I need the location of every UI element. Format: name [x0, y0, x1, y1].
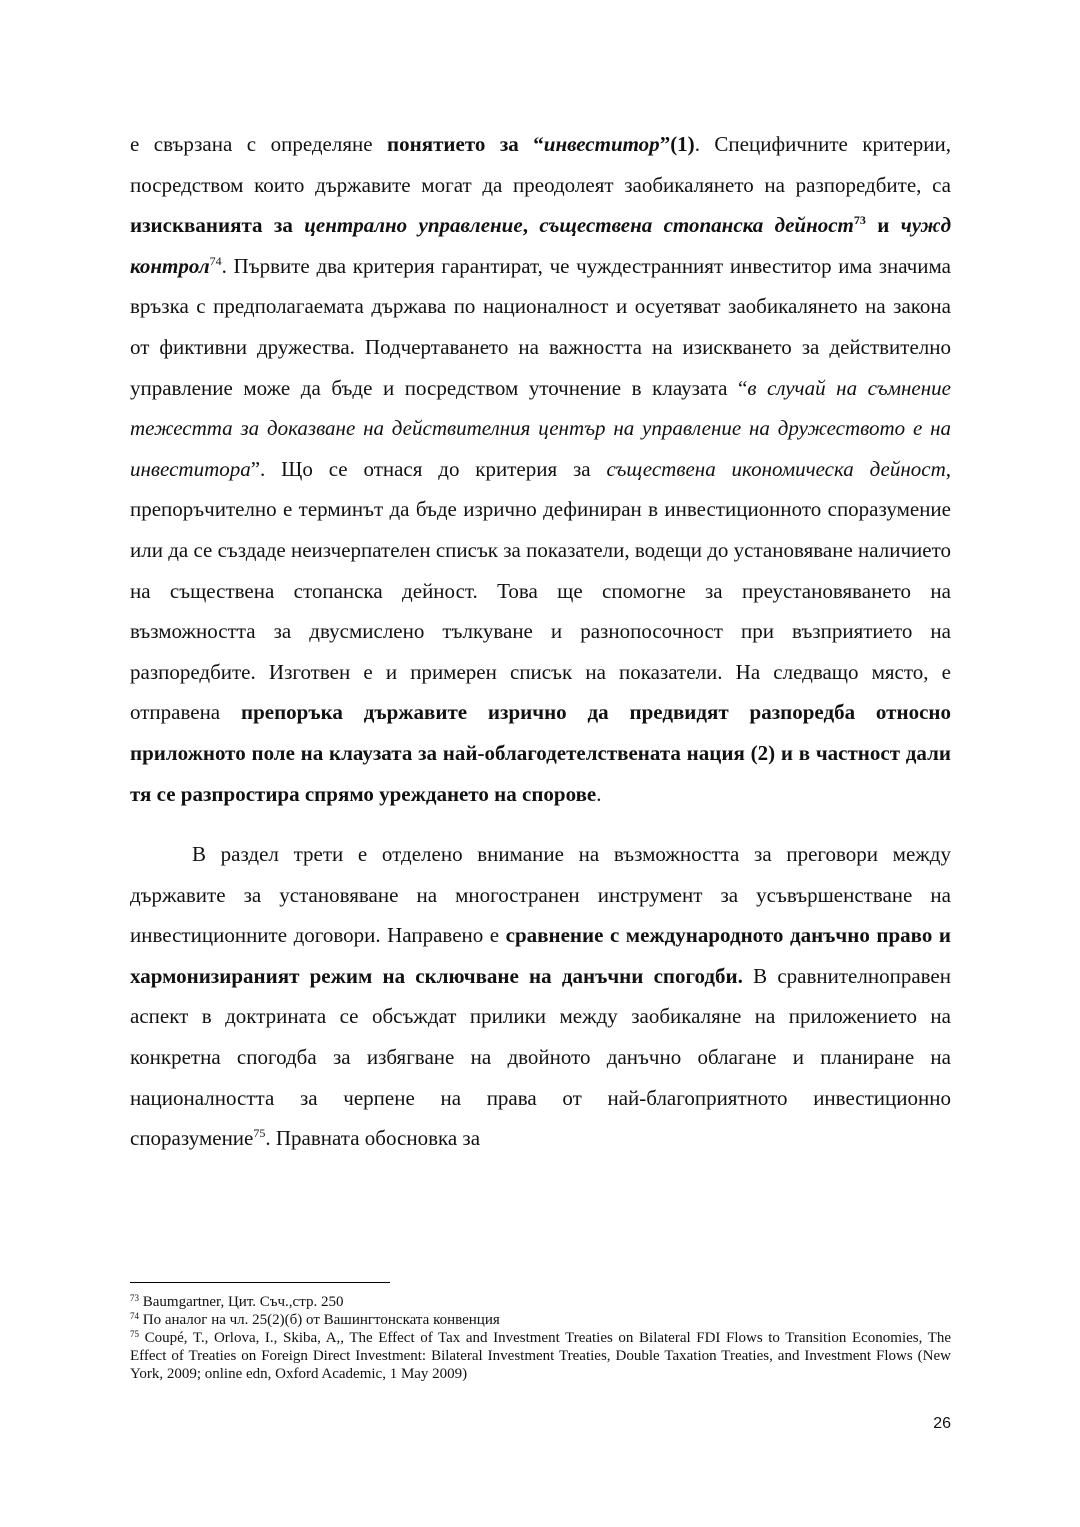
bold-run: , — [522, 213, 540, 238]
footnote-ref-75[interactable]: 75 — [253, 1126, 266, 1141]
footnote-74 — [130, 1311, 951, 1329]
italic-run: в случай на съмнение тежестта за доказване на действителния център на управление на дружеството е на инвеститора — [130, 375, 951, 481]
footnote-text: Coupé, T., Orlova, I., Skiba, A,, The Effect of Tax and Investment Treaties on Bilateral FDI Flows to Transition Economies, The Effect of Treaties on Foreign Direct Investment: Bilateral Investment Treaties, Double Taxation Treaties, and Investment Flows (New York, 2009; online edn, Oxford Academic, 1 May 2009) — [130, 1330, 951, 1382]
bold-run: препоръка държавите изрично да предвидят разпоредба относно приложното поле на клаузата за най-облагодетелствената нация (2) и в частност дали тя се разпростира спрямо уреждането на спорове — [130, 700, 951, 806]
footnote-73 — [130, 1293, 951, 1311]
footnote-75 — [130, 1329, 951, 1383]
bold-run: сравнение с международното данъчно право и хармонизираният режим на сключване на данъчни спогодби. — [130, 923, 951, 988]
text-run: . Специфичните критерии, посредством които държавите могат да преодолеят заобикалянето на разпоредбите, са — [130, 132, 951, 197]
footnote-ref-74[interactable]: 74 — [209, 253, 222, 268]
text-run: . Правната обосновка за — [265, 1126, 481, 1151]
footnote-text: Baumgartner, Цит. Съч.,стр. 250 — [139, 1294, 344, 1310]
text-run: . Първите два критерия гарантират, че чуждестранният инвеститор има значима връзка с предполагаемата държава по националност и осуетяват заобикалянето на закона от фиктивни дружества. Подчертаването на важността на изискването за действително управление може да бъде и посредством уточнение в клаузата “ — [130, 253, 951, 400]
footnote-number: 74 — [130, 1311, 139, 1321]
bold-run: ”(1) — [659, 132, 695, 156]
bold-italic-run: инвеститор — [543, 132, 660, 156]
text-run: , препоръчително е терминът да бъде изрично дефиниран в инвестиционното споразумение или да се създаде неизчерпателен списък за показатели, водещи до установяване наличието на съществена стопанска дейност. Това ще спомогне за преустановяването на възможността за двусмислено тълкуване и разнопосочност при възприятието на разпоредбите. Изготвен е и примерен списък на показатели. На следващо място, е отправена — [130, 456, 951, 725]
text-run: . — [596, 781, 602, 806]
bold-italic-run: централно управление — [304, 213, 523, 238]
footnote-ref-73[interactable]: 73 — [853, 213, 866, 228]
paragraph-1 — [130, 124, 951, 814]
paragraph-2 — [130, 834, 951, 1159]
bold-run: изискванията за — [130, 213, 305, 238]
footnote-number: 73 — [130, 1293, 139, 1303]
italic-run: съществена икономическа дейност — [606, 456, 946, 481]
page-number: 26 — [933, 1415, 951, 1432]
text-run: е свързана с определяне — [130, 132, 388, 156]
footnote-text: По аналог на чл. 25(2)(б) от Вашингтонската конвенция — [139, 1312, 500, 1328]
text-run: ”. Що се отнася до критерия за — [250, 456, 607, 481]
footnote-separator — [130, 1282, 390, 1283]
bold-run: и — [865, 213, 901, 238]
bold-italic-run: съществена стопанска дейност — [539, 213, 854, 238]
body-text — [130, 124, 951, 1159]
bold-run: понятието за “ — [387, 132, 544, 156]
footnote-number: 75 — [130, 1329, 139, 1339]
footnotes — [130, 1293, 951, 1383]
bold-italic-run: чужд контрол — [130, 213, 951, 278]
text-run: В сравнителноправен аспект в доктрината се обсъждат прилики между заобикаляне на приложението на конкретна спогодба за избягване на двойното данъчно облагане и планиране на националността за черпене на права от най-благоприятното инвестиционно споразумение — [130, 963, 951, 1151]
text-run: В раздел трети е отделено внимание на възможността за преговори между държавите за установяване на многостранен инструмент за усъвършенстване на инвестиционните договори. Направено е — [130, 842, 951, 948]
